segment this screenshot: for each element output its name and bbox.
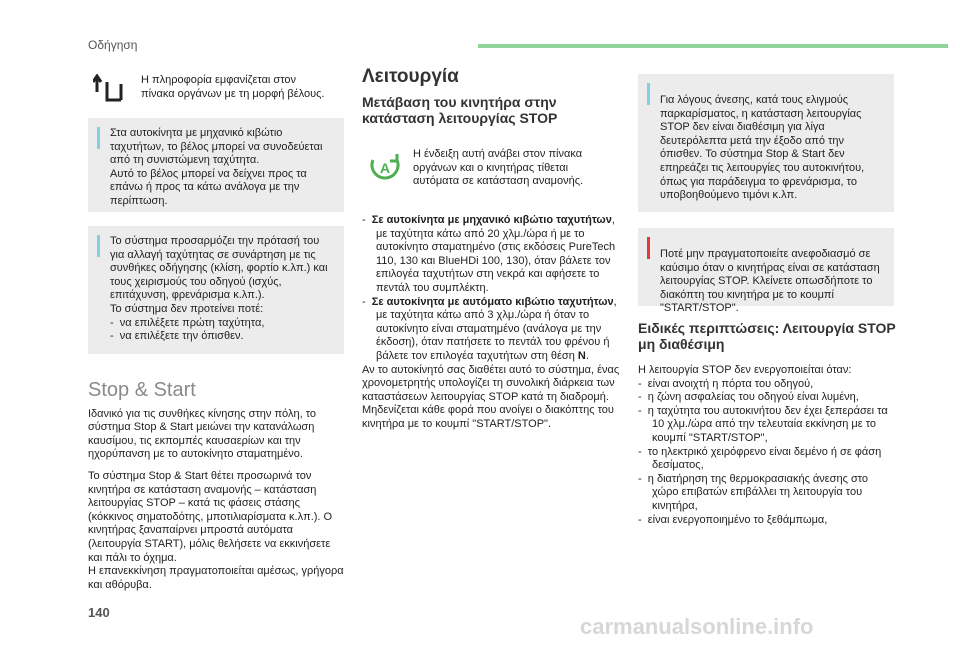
section-title: Λειτουργία [362, 66, 459, 87]
special-cases-title: Ειδικές περιπτώσεις: Λειτουργία STOP μη διαθέσιμη [638, 320, 896, 352]
watermark: carmanualsonline.info [580, 614, 814, 639]
list-item: - να επιλέξετε την όπισθεν. [110, 330, 244, 343]
stop-mode-indicator-icon [368, 152, 402, 187]
info-box-1 [88, 118, 344, 212]
warning-icon [647, 237, 650, 259]
right-info: Για λόγους άνεσης, κατά τους ελιγμούς παρκαρίσματος, η κατάσταση λειτουργίας STOP δεν είναι διαθέσιμη για λίγα δευτερόλεπτα μετά την έξοδο από την όπισθεν. Το σύστημα Stop & Start δεν επηρεάζει τις λειτουργίες του αυτοκινήτου, όπως για παράδειγμα το φρενάρισμα, το υποβοηθούμενο τιμόνι κ.λπ. [660, 94, 865, 202]
info-icon [97, 127, 100, 149]
stop-start-p1: Ιδανικό για τις συνθήκες κίνησης στην πόλη, το σύστημα Stop & Start μειώνει την κατανάλωση καυσίμου, τις εκπομπές καυσαερίων και την ηχορύπανση με το αυτοκίνητο σταματημένο. [88, 407, 316, 461]
list-item: - το ηλεκτρικό χειρόφρενο είναι δεμένο ή σε φάση δεσίματος, [638, 445, 882, 472]
list-item: - Σε αυτοκίνητα με αυτόματο κιβώτιο ταχυτήτων, με ταχύτητα κάτω από 3 χλμ./ώρα ή όταν το αυτοκίνητο είναι σταματημένο (ανάλογα με την έκδοση), όταν πατήσετε το πεντάλ του φρένου ή βάλετε τον επιλογέα ταχυτήτων στη θέση N. [362, 295, 617, 362]
info1-line-1: Αυτό το βέλος μπορεί να δείχνει προς τα επάνω ή προς τα κάτω ανάλογα με την περίπτωση. [110, 167, 307, 207]
list-item: - η διατήρηση της θερμοκρασιακής άνεσης στο χώρο επιβατών επιβάλλει τη λειτουργία του κινητήρα, [638, 472, 869, 512]
info-icon [647, 83, 650, 105]
info-box-3 [638, 74, 894, 212]
list-item: - η ταχύτητα του αυτοκινήτου δεν έχει ξεπεράσει τα 10 χλμ./ώρα από την τελευταία εκκίνηση με το κουμπί "START/STOP", [638, 404, 888, 444]
gear-arrow-icon [93, 74, 129, 109]
info1-line-0: Στα αυτοκίνητα με μηχανικό κιβώτιο ταχυτήτων, το βέλος μπορεί να συνοδεύεται από τη συνιστώμενη ταχύτητα. [110, 127, 323, 167]
stop-start-p3: Η επανεκκίνηση πραγματοποιείται αμέσως, γρήγορα και αθόρυβα. [88, 565, 344, 591]
info2-never: Το σύστημα δεν προτείνει ποτέ: [110, 302, 264, 315]
icon-text: Η ένδειξη αυτή ανάβει στον πίνακα οργάνων και ο κινητήρας τίθεται αυτόματα σε κατάσταση αναμονής. [413, 148, 584, 188]
section-rule [478, 44, 948, 48]
info2-intro: Το σύστημα προσαρμόζει την πρότασή του για αλλαγή ταχύτητας σε συνάρτηση με τις συνθήκες οδήγησης (κλίση, φορτίο κ.λπ.) και τους χειρισμούς του οδηγού (ισχύς, επιτάχυνση, φρενάρισμα κ.λπ.). [110, 235, 328, 302]
list-item: - η ζώνη ασφαλείας του οδηγού είναι λυμένη, [638, 391, 859, 404]
list-item: - Σε αυτοκίνητα με μηχανικό κιβώτιο ταχυτήτων, με ταχύτητα κάτω από 20 χλμ./ώρα ή με το αυτοκίνητο σταματημένο (στις εκδόσεις PureTech 110, 130 και BlueHDi 100, 130), όταν βάλετε τον επιλογέα ταχυτήτων στη νεκρά και αφήσετε το πεντάλ του συμπλέκτη. [362, 214, 616, 294]
warning-box [638, 228, 894, 315]
section-subtitle: Μετάβαση του κινητήρα στην κατάσταση λειτουργίας STOP [362, 93, 558, 126]
stop-start-p2: Το σύστημα Stop & Start θέτει προσωρινά τον κινητήρα σε κατάσταση αναμονής – κατάσταση λειτουργίας STOP – κατά τις φάσεις στάσης (κόκκινος σηματοδότης, μποτιλιαρίσματα κ.λπ.). Ο κινητήρας ξαναπαίρνει μπροστά αυτόματα (λειτουργία START), μόλις θελήσετε να εκκινήσετε και πάλι το όχημα. [88, 469, 333, 564]
timer-paragraph: Αν το αυτοκίνητό σας διαθέτει αυτό το σύστημα, ένας χρονομετρητής υπολογίζει τη συνολική διάρκεια των καταστάσεων λειτουργίας STOP κατά τη διαδρομή. Μηδενίζεται κάθε φορά που ανοίγει ο διακόπτης του κινητήρα με το κουμπί "START/STOP". [362, 363, 620, 430]
list-item: - να επιλέξετε πρώτη ταχύτητα, [110, 316, 265, 329]
svg-text:A: A [379, 160, 391, 176]
page-number: 140 [88, 605, 110, 620]
info-icon [97, 235, 100, 257]
info-box-2 [88, 226, 344, 354]
list-item: - είναι ανοιχτή η πόρτα του οδηγού, [638, 377, 814, 390]
stop-start-title: Stop & Start [88, 379, 196, 401]
special-cases-intro: Η λειτουργία STOP δεν ενεργοποιείται όταν: [638, 364, 852, 376]
right-warning: Ποτέ μην πραγματοποιείτε ανεφοδιασμό σε καύσιμο όταν ο κινητήρας είναι σε κατάσταση λειτουργίας STOP. Κλείνετε οπωσδήποτε το διακόπτη του κινητήρα με το κουμπί "START/STOP". [660, 248, 880, 315]
list-item: - είναι ενεργοποιημένο το ξεθάμπωμα, [638, 513, 828, 526]
arrow-text: Η πληροφορία εμφανίζεται στον πίνακα οργάνων με τη μορφή βέλους. [141, 74, 325, 100]
section-label: Οδήγηση [88, 38, 138, 52]
